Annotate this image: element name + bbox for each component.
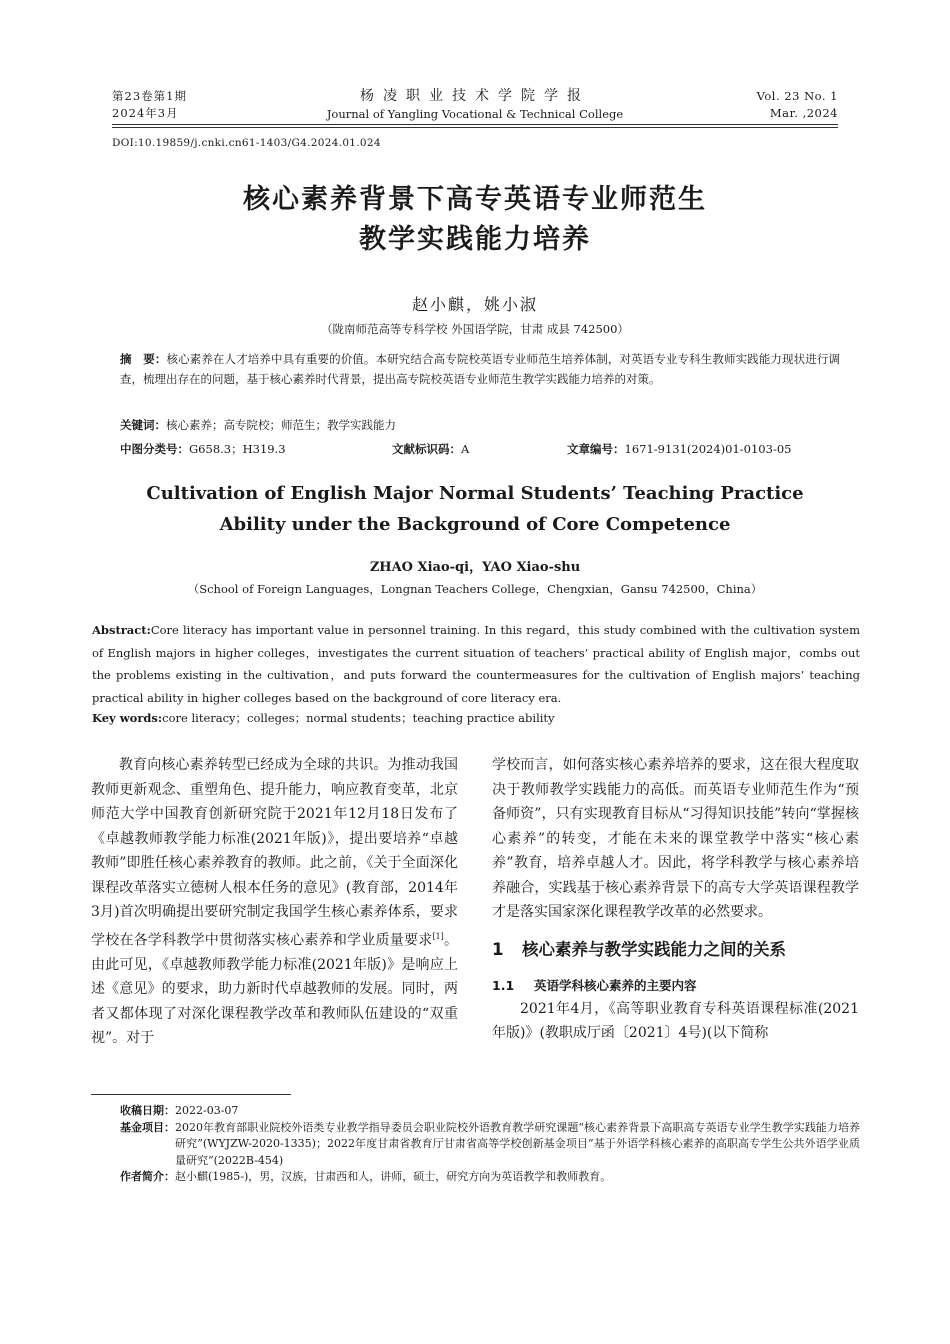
body-paragraph-1	[91, 753, 458, 1051]
classification-row	[120, 441, 840, 457]
para1-text-a: 教育向核心素养转型已经成为全球的共识。为推动我国教师更新观念、重塑角色、提升能力，响应教育变革，北京师范大学中国教育创新研究院于2021年12月18日发布了《卓越教师教学能力标准(2021年版)》，提出要培养“卓越教师”即胜任核心素养教育的教师。此之前，《关于全面深化课程改革落实立德树人根本任务的意见》(教育部，2014年3月)首次明确提出要研究制定我国学生核心素养体系，要求学校在各学科教学中贯彻落实核心素养和学业质量要求	[91, 757, 458, 949]
title-en-line1: Cultivation of English Major Normal Students’ Teaching Practice	[146, 483, 804, 504]
abstract-cn	[120, 349, 840, 389]
journal-name-cn: 杨凌职业技术学院学报	[360, 88, 590, 104]
abstract-en	[92, 619, 860, 709]
section-1-title: 核心素养与教学实践能力之间的关系	[522, 939, 786, 959]
author-bio-value: 赵小麒(1985-)，男，汉族，甘肃西和人，讲师，硕士，研究方向为英语教学和教师教育。	[175, 1170, 612, 1183]
title-cn-line2: 教学实践能力培养	[359, 224, 591, 255]
section-heading-1	[492, 938, 859, 962]
authors-cn: 赵小麒，姚小淑	[411, 295, 538, 314]
keywords-cn	[120, 417, 840, 433]
subsection-1-1-title: 英语学科核心素养的主要内容	[534, 977, 697, 993]
title-en-line2: Ability under the Background of Core Competence	[219, 514, 731, 535]
doi: DOI:10.19859/j.cnki.cn61-1403/G4.2024.01.024	[112, 137, 381, 149]
abstract-en-text: Core literacy has important value in personnel training. In this regard，this study combined with the cultivation system of English majors in higher colleges，investigates the current situation of teachers’ practical ability of English major，combs out the problems existing in the cultivation，and puts forward the countermeasures for the cultivation of English majors’ teaching practical ability in higher colleges based on the background of core literacy era.	[92, 623, 860, 705]
article-value: 1671-9131(2024)01-0103-05	[624, 442, 792, 456]
footnote-fund	[120, 1120, 860, 1170]
body-column-right	[492, 753, 859, 1046]
doc-value: A	[461, 442, 470, 456]
body-column-left	[91, 753, 458, 1051]
title-en	[112, 478, 838, 540]
doc-label: 文献标识码：	[392, 442, 461, 456]
keywords-en-text: core literacy；colleges；normal students；teaching practice ability	[162, 711, 555, 725]
subsection-heading-1-1	[492, 975, 859, 997]
fund-label: 基金项目：	[120, 1120, 175, 1134]
keywords-cn-text: 核心素养；高专院校；师范生；教学实践能力	[166, 418, 396, 432]
header-left	[112, 88, 187, 122]
received-value: 2022-03-07	[175, 1104, 239, 1117]
abstract-cn-text: 核心素养在人才培养中具有重要的价值。本研究结合高专院校英语专业师范生培养体制，对英语专业专科生教师实践能力现状进行调查，梳理出存在的问题，基于核心素养时代背景，提出高专院校英语专业师范生教学实践能力培养的对策。	[120, 352, 841, 386]
article-number	[567, 441, 791, 457]
clc-number	[120, 442, 286, 456]
body-paragraph-2: 2021年4月，《高等职业教育专科英语课程标准(2021年版)》(教职成厅函〔2021〕4号)(以下简称	[492, 1000, 859, 1041]
header-rule-top	[112, 124, 838, 125]
volume-issue-cn: 第23卷第1期	[112, 89, 187, 103]
authors-en: ZHAO Xiao-qi，YAO Xiao-shu	[369, 560, 581, 575]
title-cn-line1: 核心素养背景下高专英语专业师范生	[243, 184, 707, 215]
volume-issue-en: Vol. 23 No. 1	[756, 89, 838, 103]
author-bio-label: 作者简介：	[120, 1170, 175, 1183]
keywords-en	[92, 710, 860, 726]
citation-1: [1]	[432, 931, 444, 941]
article-label: 文章编号：	[567, 442, 625, 456]
subsection-1-1-number: 1.1	[492, 977, 515, 993]
header-right	[757, 88, 838, 122]
section-1-number: 1	[492, 939, 504, 959]
affiliation-cn: （陇南师范高等专科学校 外国语学院，甘肃 成县 742500）	[321, 322, 629, 336]
footnote-received	[120, 1103, 860, 1120]
keywords-cn-label: 关键词：	[120, 418, 166, 432]
document-code	[392, 441, 469, 457]
date-en: Mar. ,2024	[769, 106, 838, 120]
para1-text-b: 。由此可见，《卓越教师教学能力标准(2021年版)》是响应上述《意见》的要求，助力新时代卓越教师的发展。同时，两者又都体现了对深化课程教学改革和教师队伍建设的“双重视”。对于	[91, 932, 459, 1047]
clc-value: G658.3；H319.3	[189, 442, 286, 456]
title-cn	[112, 180, 838, 260]
received-label: 收稿日期：	[120, 1104, 175, 1117]
header-center	[250, 86, 700, 122]
date-cn: 2024年3月	[112, 106, 179, 120]
footnotes	[120, 1103, 860, 1186]
body-paragraph-1-continued: 学校而言，如何落实核心素养培养的要求，这在很大程度取决于教师教学实践能力的高低。而英语专业师范生作为“预备师资”，只有实现教育目标从“习得知识技能”转向“掌握核心素养”的转变，才能在未来的课堂教学中落实“核心素养”教育，培养卓越人才。因此，将学科教学与核心素养培养融合，实践基于核心素养背景下的高专大学英语课程教学才是落实国家深化课程教学改革的必然要求。	[492, 757, 859, 920]
clc-label: 中图分类号：	[120, 442, 189, 456]
header-rule-bottom	[112, 127, 838, 128]
footnote-rule	[91, 1094, 291, 1095]
journal-name-en: Journal of Yangling Vocational & Technical College	[326, 107, 624, 121]
abstract-cn-label: 摘 要：	[120, 352, 167, 366]
fund-value: 2020年教育部职业院校外语类专业教学指导委员会职业院校外语教育教学研究课题“核心素养背景下高职高专英语专业学生教学实践能力培养研究”(WYJZW-2020-1335)；2022年度甘肃省教育厅甘肃省高等学校创新基金项目”基于外语学科核心素养的高职高专学生公共外语学业质量研究“(2022B-454)	[175, 1120, 860, 1167]
footnote-author	[120, 1169, 860, 1186]
abstract-en-label: Abstract:	[92, 623, 151, 637]
affiliation-en: （School of Foreign Languages，Longnan Teachers College，Chengxian，Gansu 742500，China）	[187, 582, 763, 596]
keywords-en-label: Key words:	[92, 711, 163, 725]
